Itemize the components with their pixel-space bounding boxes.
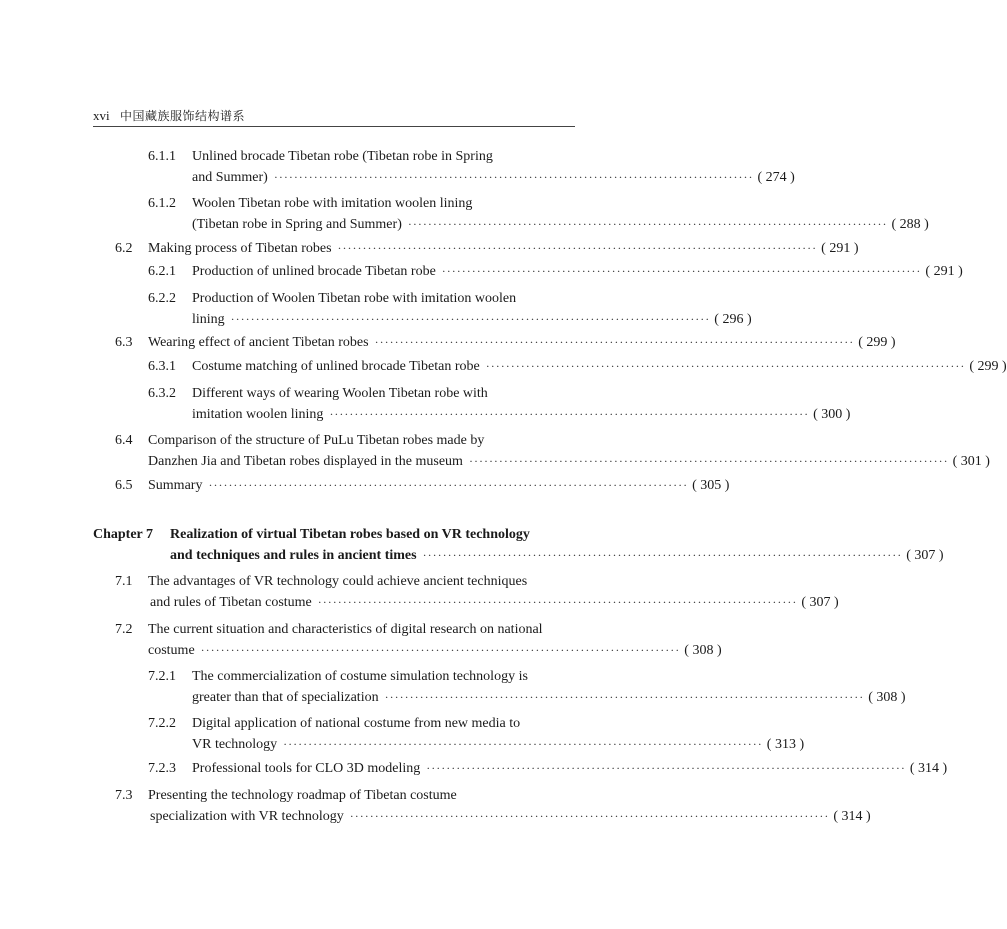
entry-title: Making process of Tibetan robes	[148, 241, 332, 256]
entry-title: Wearing effect of ancient Tibetan robes	[148, 335, 369, 350]
entry-last-line	[192, 687, 906, 708]
toc-entry[interactable]	[115, 619, 722, 661]
entry-number: 7.1	[115, 574, 133, 589]
book-title: 中国藏族服饰结构谱系	[120, 109, 246, 123]
toc-entry[interactable]	[148, 758, 948, 779]
entry-title-line2: imitation woolen lining	[192, 407, 324, 422]
entry-number: 7.2.3	[148, 761, 176, 776]
leader-dots: ································································································	[407, 217, 888, 231]
entry-page: ( 308 )	[684, 643, 722, 658]
toc-entry[interactable]	[148, 193, 929, 235]
entry-page: ( 301 )	[952, 454, 990, 469]
entry-page: ( 314 )	[909, 761, 948, 776]
leader-dots: ································································································	[273, 170, 754, 184]
entry-page: ( 300 )	[813, 407, 851, 422]
entry-last-line	[148, 451, 990, 472]
entry-number: 7.3	[115, 788, 133, 803]
entry-title-line1: The commercialization of costume simulation technology is	[192, 669, 528, 684]
toc-chapter-entry[interactable]	[93, 524, 944, 566]
toc-entry[interactable]	[115, 332, 896, 353]
entry-page: ( 274 )	[757, 170, 795, 185]
entry-title-line1: Different ways of wearing Woolen Tibetan robe with	[192, 386, 488, 401]
entry-title-line2: greater than that of specialization	[192, 690, 379, 705]
toc-entry[interactable]	[115, 475, 730, 496]
leader-dots: ································································································	[441, 264, 922, 278]
entry-page: ( 313 )	[766, 737, 805, 752]
entry-last-line	[192, 356, 1007, 377]
entry-title-line2: lining	[192, 312, 225, 327]
entry-number: 6.2.2	[148, 291, 176, 306]
toc-entry[interactable]	[148, 261, 963, 282]
entry-page: ( 299 )	[858, 335, 896, 350]
entry-title-line1: The advantages of VR technology could achieve ancient techniques	[148, 574, 528, 589]
entry-last-line	[192, 734, 805, 755]
chapter-title-line1: Realization of virtual Tibetan robes based on VR technology	[170, 527, 530, 542]
entry-last-line	[148, 238, 859, 259]
entry-number: 6.3	[115, 335, 133, 350]
entry-title-line2: Danzhen Jia and Tibetan robes displayed in the museum	[148, 454, 463, 469]
entry-page: ( 296 )	[714, 312, 752, 327]
chapter-number: Chapter 7	[93, 527, 154, 542]
leader-dots: ································································································	[329, 407, 810, 421]
entry-title: Production of unlined brocade Tibetan robe	[192, 264, 436, 279]
leader-dots: ································································································	[374, 335, 855, 349]
leader-dots: ································································································	[230, 312, 711, 326]
entry-title-line1: Comparison of the structure of PuLu Tibetan robes made by	[148, 433, 485, 448]
running-header	[93, 106, 575, 127]
entry-number: 6.3.1	[148, 359, 176, 374]
entry-page: ( 291 )	[821, 241, 859, 256]
entry-last-line	[192, 309, 752, 330]
entry-title-line2: and Summer)	[192, 170, 268, 185]
leader-dots: ································································································	[384, 690, 865, 704]
entry-number: 6.4	[115, 433, 133, 448]
entry-number: 7.2	[115, 622, 133, 637]
entry-last-line	[150, 592, 839, 613]
toc-entry[interactable]	[148, 713, 805, 755]
toc-entry[interactable]	[115, 238, 859, 259]
leader-dots: ································································································	[485, 359, 966, 373]
entry-number: 6.2.1	[148, 264, 176, 279]
leader-dots: ································································································	[426, 761, 906, 775]
chapter-title-line2: and techniques and rules in ancient times	[170, 548, 417, 563]
leader-dots: ································································································	[468, 454, 949, 468]
entry-page: ( 307 )	[801, 595, 839, 610]
toc-entry[interactable]	[115, 571, 839, 613]
entry-page: ( 288 )	[891, 217, 929, 232]
entry-title-line1: Woolen Tibetan robe with imitation woolen lining	[192, 196, 473, 211]
entry-title-line2: specialization with VR technology	[150, 809, 344, 824]
toc-entry[interactable]	[148, 288, 752, 330]
leader-dots: ································································································	[337, 241, 818, 255]
entry-number: 6.2	[115, 241, 133, 256]
entry-title: Costume matching of unlined brocade Tibetan robe	[192, 359, 480, 374]
entry-page: ( 299 )	[969, 359, 1007, 374]
entry-last-line	[150, 806, 871, 827]
leader-dots: ································································································	[317, 595, 798, 609]
toc-entry[interactable]	[115, 785, 871, 827]
entry-title-line1: Production of Woolen Tibetan robe with imitation woolen	[192, 291, 517, 306]
leader-dots: ································································································	[283, 737, 763, 751]
entry-title-line1: Unlined brocade Tibetan robe (Tibetan robe in Spring	[192, 149, 493, 164]
entry-title-line2: VR technology	[192, 737, 278, 752]
entry-page: ( 314 )	[833, 809, 871, 824]
toc-entry[interactable]	[148, 666, 906, 708]
entry-title-line2: and rules of Tibetan costume	[150, 595, 312, 610]
entry-page: ( 291 )	[925, 264, 963, 279]
entry-last-line	[148, 332, 896, 353]
entry-page: ( 307 )	[906, 548, 944, 563]
entry-number: 7.2.2	[148, 716, 176, 731]
entry-last-line	[192, 214, 929, 235]
entry-number: 6.1.2	[148, 196, 176, 211]
entry-last-line	[148, 475, 730, 496]
entry-number: 6.1.1	[148, 149, 176, 164]
toc-entry[interactable]	[148, 383, 851, 425]
entry-title-line1: Presenting the technology roadmap of Tibetan costume	[148, 788, 457, 803]
toc-entry[interactable]	[148, 356, 1007, 377]
toc-entry[interactable]	[115, 430, 990, 472]
entry-page: ( 305 )	[692, 478, 730, 493]
leader-dots: ································································································	[208, 478, 689, 492]
entry-last-line	[170, 545, 944, 566]
leader-dots: ································································································	[349, 809, 830, 823]
entry-number: 6.3.2	[148, 386, 176, 401]
entry-title-line2: (Tibetan robe in Spring and Summer)	[192, 217, 402, 232]
entry-title: Professional tools for CLO 3D modeling	[192, 761, 421, 776]
entry-last-line	[192, 167, 795, 188]
entry-last-line	[148, 640, 722, 661]
entry-number: 6.5	[115, 478, 133, 493]
entry-page: ( 308 )	[868, 690, 906, 705]
entry-last-line	[192, 404, 851, 425]
entry-number: 7.2.1	[148, 669, 176, 684]
entry-title-line2: costume	[148, 643, 195, 658]
toc-entry[interactable]	[148, 146, 795, 188]
leader-dots: ································································································	[200, 643, 681, 657]
page-number: xvi	[93, 108, 110, 123]
entry-last-line	[192, 758, 948, 779]
entry-title-line1: The current situation and characteristics of digital research on national	[148, 622, 543, 637]
entry-title: Summary	[148, 478, 203, 493]
leader-dots: ································································································	[422, 548, 903, 562]
entry-last-line	[192, 261, 963, 282]
entry-title-line1: Digital application of national costume from new media to	[192, 716, 521, 731]
